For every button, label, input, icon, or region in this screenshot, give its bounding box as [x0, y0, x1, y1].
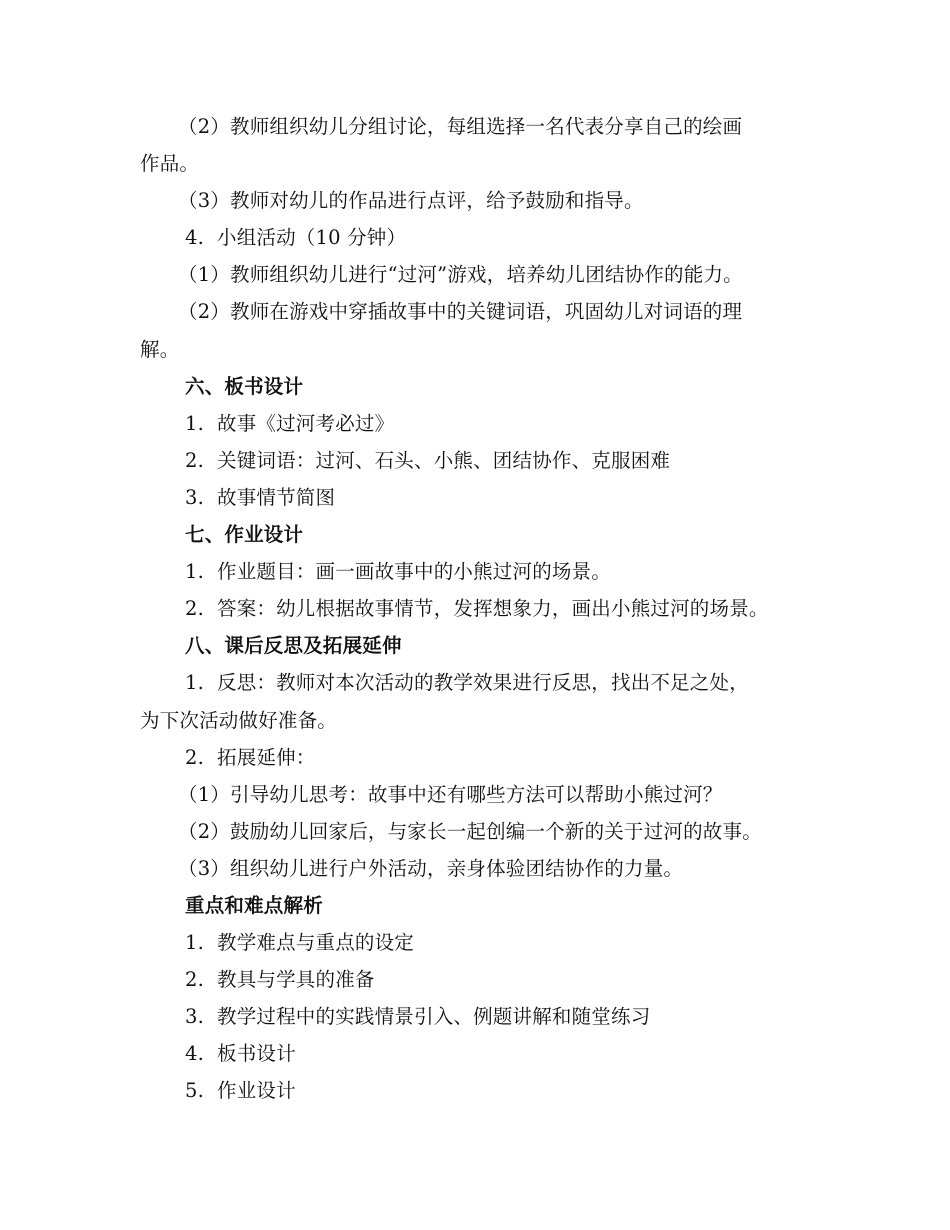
text-line: [140, 553, 850, 590]
line-text: 作品。: [140, 152, 200, 176]
list-number: 4.: [185, 226, 205, 250]
line-text: 答案：幼儿根据故事情节，发挥想象力，画出小熊过河的场景。: [217, 597, 769, 621]
section-heading: [140, 887, 850, 924]
line-text: 作业设计: [217, 1079, 296, 1103]
text-line: [140, 702, 850, 739]
text-line: [140, 739, 850, 776]
line-text: （2）鼓励幼儿回家后，与家长一起创编一个新的关于过河的故事。: [178, 819, 762, 843]
line-text: 为下次活动做好准备。: [140, 708, 338, 732]
text-line: [140, 590, 850, 627]
list-number: 2.: [185, 968, 205, 992]
line-text: 教学难点与重点的设定: [217, 931, 415, 955]
line-text: 教学过程中的实践情景引入、例题讲解和随堂练习: [217, 1005, 651, 1029]
text-line: [140, 405, 850, 442]
text-line: [140, 182, 850, 219]
text-line: [140, 479, 850, 516]
line-text: （1）引导幼儿思考：故事中还有哪些方法可以帮助小熊过河？: [178, 782, 723, 806]
text-line: [140, 813, 850, 850]
line-text: （1）教师组织幼儿进行“过河”游戏，培养幼儿团结协作的能力。: [178, 263, 743, 287]
line-text: 重点和难点解析: [185, 893, 323, 917]
list-number: 2.: [185, 745, 205, 769]
list-number: 1.: [185, 931, 205, 955]
line-text: 故事情节简图: [217, 485, 336, 509]
text-line: [140, 331, 850, 368]
text-line: [140, 961, 850, 998]
line-text: 八、课后反思及拓展延伸: [185, 634, 402, 658]
list-number: 5.: [185, 1079, 205, 1103]
section-heading: [140, 516, 850, 553]
text-line: [140, 1072, 850, 1109]
line-text: 反思：教师对本次活动的教学效果进行反思，找出不足之处，: [217, 671, 749, 695]
section-heading: [140, 368, 850, 405]
text-line: [140, 1035, 850, 1072]
line-text: （2）教师组织幼儿分组讨论，每组选择一名代表分享自己的绘画: [178, 115, 743, 138]
line-text: 解。: [140, 337, 180, 361]
line-text: 板书设计: [217, 1042, 296, 1066]
text-line: [140, 442, 850, 479]
text-line: [140, 256, 850, 293]
list-number: 1.: [185, 411, 205, 435]
line-text: 教具与学具的准备: [217, 968, 375, 992]
text-line: [140, 850, 850, 887]
list-number: 4.: [185, 1042, 205, 1066]
line-text: 作业题目：画一画故事中的小熊过河的场景。: [217, 560, 612, 584]
list-number: 1.: [185, 560, 205, 584]
line-text: （3）教师对幼儿的作品进行点评，给予鼓励和指导。: [178, 189, 644, 213]
text-line: [140, 998, 850, 1035]
text-line: [140, 293, 850, 330]
line-text: 故事《过河考必过》: [217, 411, 395, 435]
line-text: 拓展延伸：: [217, 745, 316, 769]
line-text: （2）教师在游戏中穿插故事中的关键词语，巩固幼儿对词语的理: [178, 300, 743, 324]
text-line: [140, 924, 850, 961]
list-number: 2.: [185, 597, 205, 621]
list-number: 3.: [185, 1005, 205, 1029]
list-number: 2.: [185, 448, 205, 472]
list-number: 3.: [185, 485, 205, 509]
text-line: [140, 108, 850, 145]
text-line: [140, 219, 850, 256]
line-text: 七、作业设计: [185, 523, 304, 547]
list-number: 1.: [185, 671, 205, 695]
text-line: [140, 145, 850, 182]
line-text: 六、板书设计: [185, 374, 304, 398]
text-line: [140, 664, 850, 701]
section-heading: [140, 627, 850, 664]
line-text: 小组活动（10 分钟）: [217, 226, 407, 250]
document-body: [140, 108, 850, 1110]
line-text: （3）组织幼儿进行户外活动，亲身体验团结协作的力量。: [178, 856, 684, 880]
line-text: 关键词语：过河、石头、小熊、团结协作、克服困难: [217, 448, 671, 472]
text-line: [140, 776, 850, 813]
